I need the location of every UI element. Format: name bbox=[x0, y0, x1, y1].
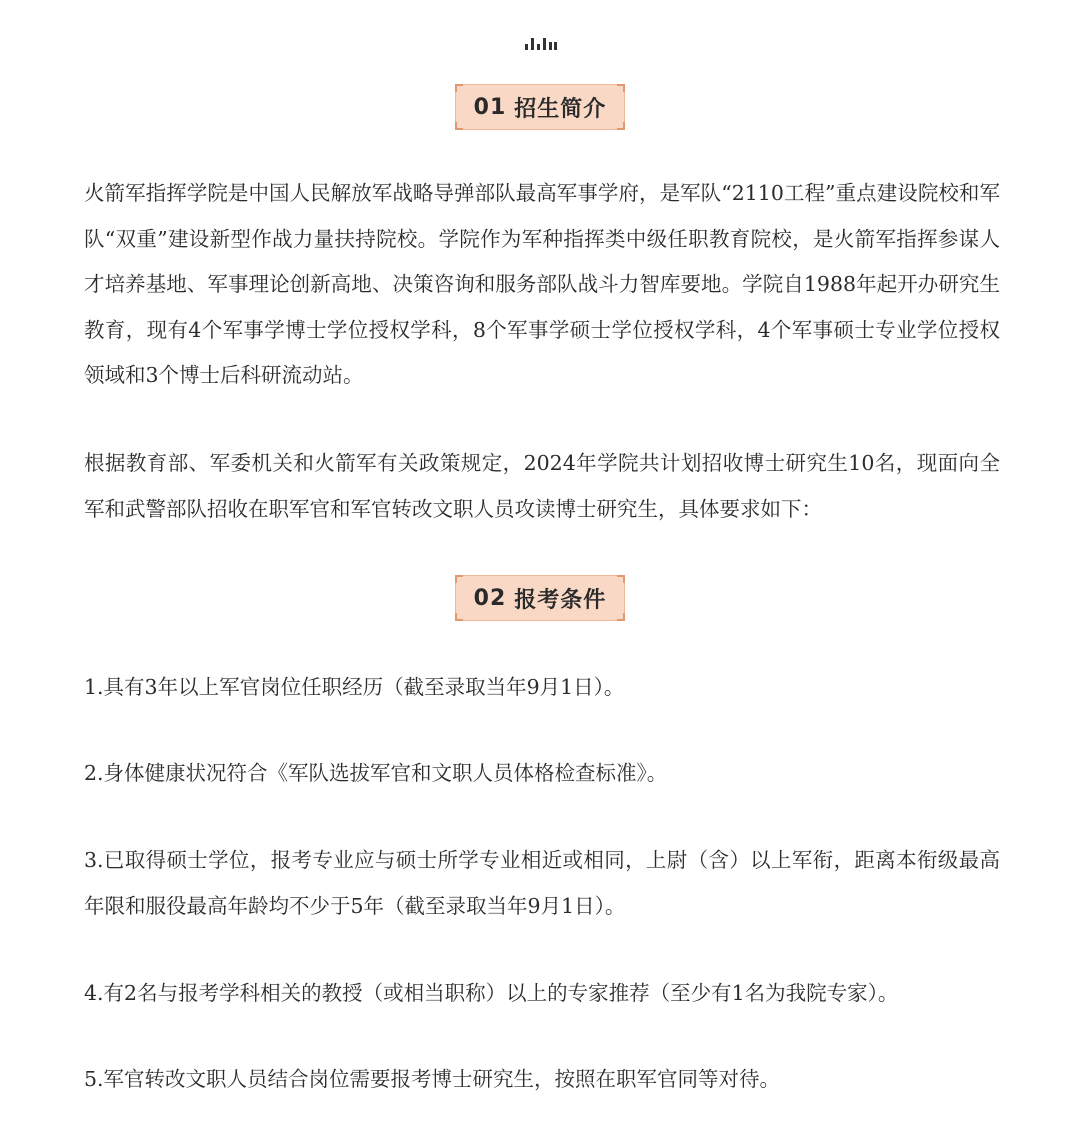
section-header-conditions bbox=[455, 575, 625, 621]
condition-item: 4.有2名与报考学科相关的教授（或相当职称）以上的专家推荐（至少有1名为我院专家）。 bbox=[84, 981, 899, 1005]
condition-item: 3.已取得硕士学位，报考专业应与硕士所学专业相近或相同，上尉（含）以上军衔，距离本衔级最高年限和服役最高年龄均不少于5年（截至录取当年9月1日）。 bbox=[84, 848, 1000, 918]
section-number: 02 bbox=[473, 585, 507, 611]
policy-paragraph: 根据教育部、军委机关和火箭军有关政策规定，2024年学院共计划招收博士研究生10名，现面向全军和武警部队招收在职军官和军官转改文职人员攻读博士研究生，具体要求如下： bbox=[84, 451, 1000, 521]
condition-item: 1.具有3年以上军官岗位任职经历（截至录取当年9月1日）。 bbox=[84, 675, 625, 699]
bar-mark-icon bbox=[524, 38, 558, 50]
intro-paragraph: 火箭军指挥学院是中国人民解放军战略导弹部队最高军事学府，是军队“2110工程”重点建设院校和军队“双重”建设新型作战力量扶持院校。学院作为军种指挥类中级任职教育院校，是火箭军指挥参谋人才培养基地、军事理论创新高地、决策咨询和服务部队战斗力智库要地。学院自1988年起开办研究生教育，现有4个军事学博士学位授权学科，8个军事学硕士学位授权学科，4个军事硕士专业学位授权领域和3个博士后科研流动站。 bbox=[84, 181, 1000, 387]
condition-item: 2.身体健康状况符合《军队选拔军官和文职人员体格检查标准》。 bbox=[84, 761, 668, 785]
section-title: 报考条件 bbox=[514, 587, 607, 613]
condition-item: 5.军官转改文职人员结合岗位需要报考博士研究生，按照在职军官同等对待。 bbox=[84, 1067, 781, 1091]
section-header-intro bbox=[455, 84, 625, 130]
section-number: 01 bbox=[473, 94, 507, 120]
section-title: 招生简介 bbox=[514, 96, 607, 122]
